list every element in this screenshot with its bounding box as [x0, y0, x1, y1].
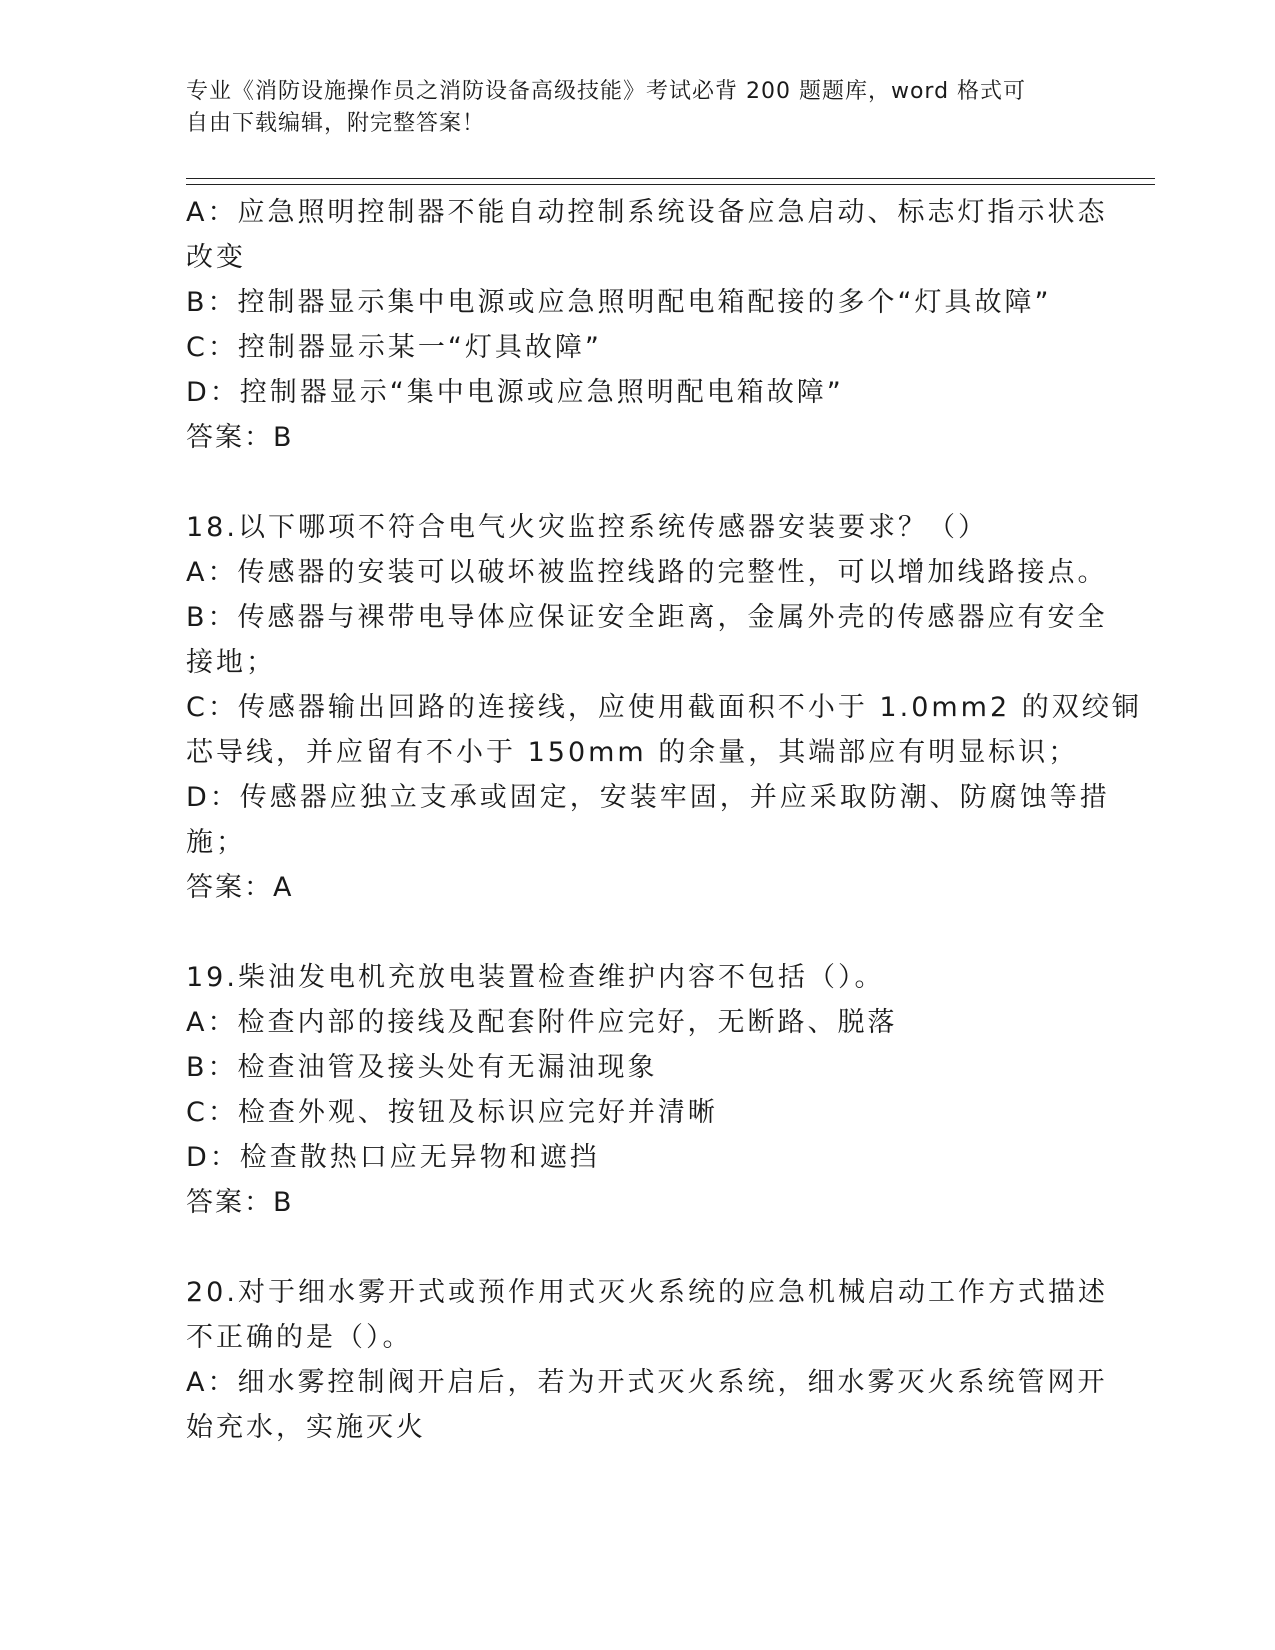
- option-b: B：传感器与裸带电导体应保证安全距离，金属外壳的传感器应有安全: [186, 602, 1108, 633]
- spacer: [186, 1225, 1086, 1270]
- option-c: C：控制器显示某一“灯具故障”: [186, 332, 602, 363]
- answer: 答案：A: [186, 872, 294, 903]
- header-rule-bottom: [186, 184, 1155, 185]
- option-c: C：传感器输出回路的连接线，应使用截面积不小于 1.0mm2 的双绞铜: [186, 692, 1142, 723]
- header-rule-top: [186, 178, 1155, 179]
- option-a-continued: 始充水，实施灭火: [186, 1412, 426, 1443]
- option-a-continued: 改变: [186, 242, 246, 273]
- option-a: A：检查内部的接线及配套附件应完好，无断路、脱落: [186, 1007, 898, 1038]
- document-header: [186, 76, 1066, 140]
- document-body: [186, 190, 1142, 1450]
- option-d: D：检查散热口应无异物和遮挡: [186, 1142, 600, 1173]
- question-text: 19.柴油发电机充放电装置检查维护内容不包括（）。: [186, 962, 885, 993]
- option-a: A：细水雾控制阀开启后，若为开式灭火系统，细水雾灭火系统管网开: [186, 1367, 1108, 1398]
- option-b-continued: 接地；: [186, 647, 276, 678]
- question-text: 18.以下哪项不符合电气火灾监控系统传感器安装要求？（）: [186, 512, 988, 543]
- option-c: C：检查外观、按钮及标识应完好并清晰: [186, 1097, 718, 1128]
- option-d: D：传感器应独立支承或固定，安装牢固，并应采取防潮、防腐蚀等措: [186, 782, 1110, 813]
- option-a: A：传感器的安装可以破坏被监控线路的完整性，可以增加线路接点。: [186, 557, 1108, 588]
- spacer: [186, 910, 1086, 955]
- question-18: [186, 505, 1142, 910]
- question-19: [186, 955, 1086, 1225]
- option-c-continued: 芯导线，并应留有不小于 150mm 的余量，其端部应有明显标识；: [186, 737, 1079, 768]
- option-d-continued: 施；: [186, 827, 246, 858]
- question-text: 20.对于细水雾开式或预作用式灭火系统的应急机械启动工作方式描述: [186, 1277, 1108, 1308]
- option-b: B：检查油管及接头处有无漏油现象: [186, 1052, 658, 1083]
- header-line-1: 专业《消防设施操作员之消防设备高级技能》考试必背 200 题题库，word 格式可: [186, 79, 1027, 104]
- spacer: [186, 460, 1086, 505]
- answer: 答案：B: [186, 1187, 294, 1218]
- question-17-options: [186, 190, 1108, 460]
- question-20: [186, 1270, 1108, 1450]
- question-text-continued: 不正确的是（）。: [186, 1322, 413, 1353]
- option-d: D：控制器显示“集中电源或应急照明配电箱故障”: [186, 377, 844, 408]
- answer: 答案：B: [186, 422, 294, 453]
- header-line-2: 自由下载编辑，附完整答案！: [186, 111, 486, 136]
- option-a: A：应急照明控制器不能自动控制系统设备应急启动、标志灯指示状态: [186, 197, 1108, 228]
- option-b: B：控制器显示集中电源或应急照明配电箱配接的多个“灯具故障”: [186, 287, 1052, 318]
